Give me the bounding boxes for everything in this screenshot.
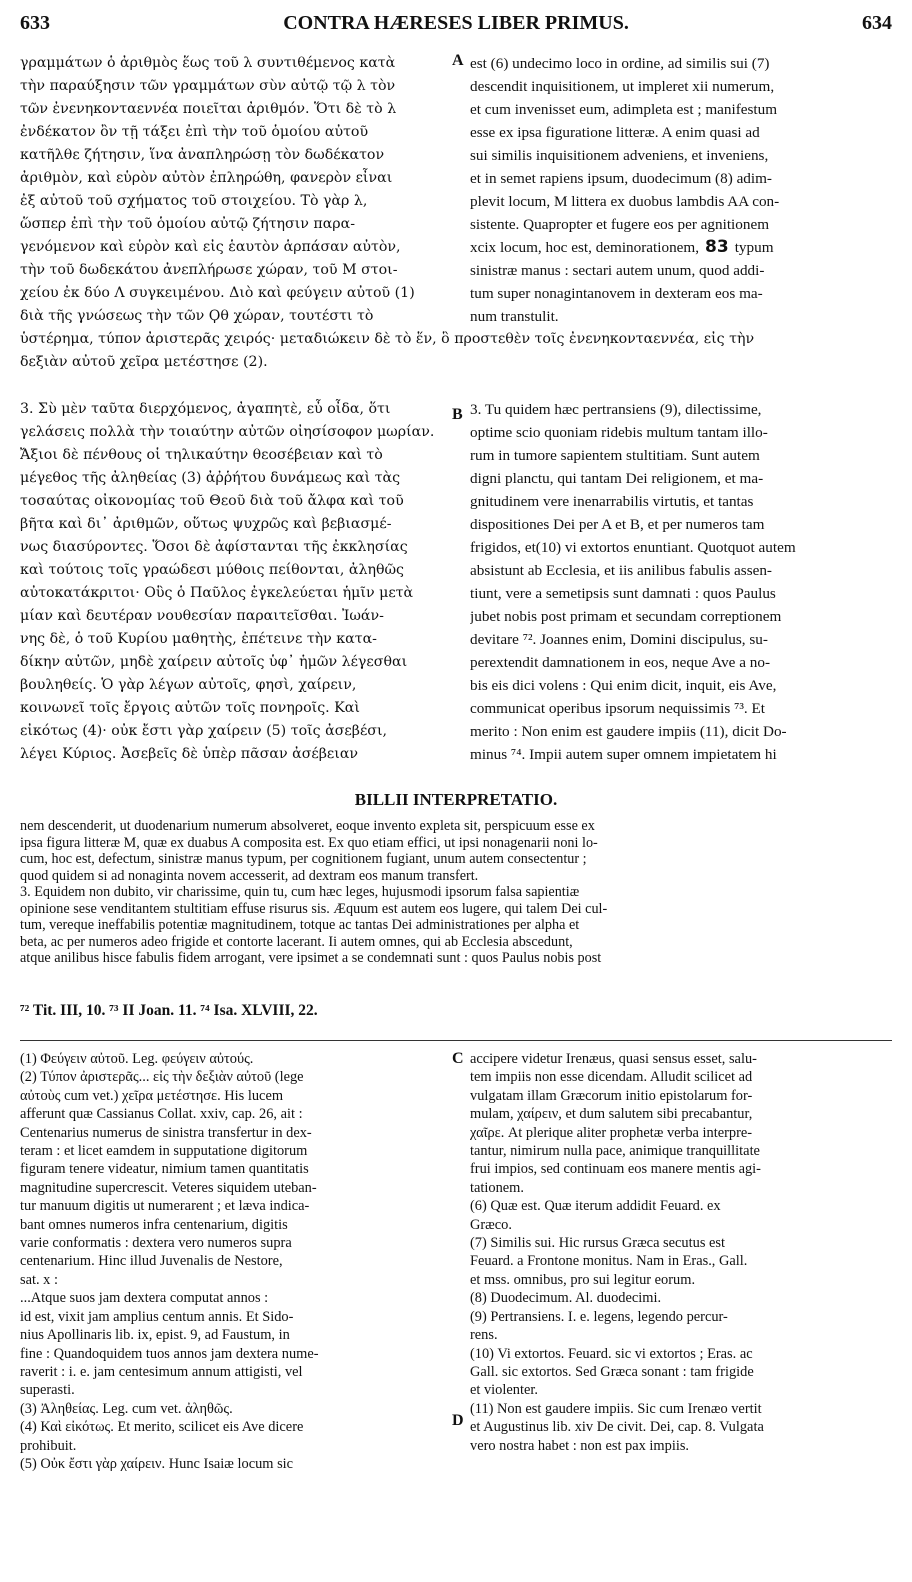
footnote-line: varie conformatis : dextera vero numeros supra bbox=[20, 1235, 292, 1252]
interpretatio-line: quod quidem si ad nonaginta novem accesserit, ad dextram eos manum transfert. bbox=[20, 867, 479, 884]
greek-text-line: τοσαύτας οἰκονομίας τοῦ Θεοῦ διὰ τοῦ ἄλφα καὶ τοῦ bbox=[20, 493, 404, 509]
greek-text-line: καὶ τούτοις τοῖς γραώδεσι μύθοις πείθονται, ἀληθῶς bbox=[20, 562, 405, 578]
footnote-line: χαῖρε. At plerique aliter prophetæ verba interpre- bbox=[470, 1124, 753, 1141]
footnote-line: Centenarius numerus de sinistra transfertur in dex- bbox=[20, 1124, 312, 1141]
latin-text-line: tiunt, vere a semetipsis sunt damnati : quos Paulus bbox=[470, 585, 776, 602]
latin-text-line: absistunt ab Ecclesia, et iis anilibus fabulis assen- bbox=[470, 562, 772, 579]
interpretatio-line: nem descenderit, ut duodenarium numerum absolveret, eoque invento expleta sit, perspicuum esse ex bbox=[20, 818, 595, 834]
latin-stamp-after: typum bbox=[734, 239, 774, 256]
greek-text-line: γενόμενον καὶ εὑρὸν καὶ εἰς ἑαυτὸν ἁρπάσαν αὐτὸν, bbox=[20, 239, 401, 255]
footnote-line: mulam, χαίρειν, et dum salutem sibi precabantur, bbox=[470, 1106, 753, 1123]
interpretatio-line: ipsa figura litteræ M, quæ ex duabus A composita est. Ex quo etiam effici, ut ipsi nonagenarii noni lo- bbox=[20, 834, 598, 851]
greek-text-line: κοινωνεῖ τοῖς ἔργοις αὐτῶν τοῖς πονηροῖς. Καὶ bbox=[20, 700, 360, 716]
greek-text-line: νως διασύροντες. Ὅσοι δὲ ἀφίστανται τῆς ἐκκλησίας bbox=[20, 539, 408, 555]
latin-text-line: communicat operibus ipsorum nequissimis ⁷³. Et bbox=[470, 700, 766, 717]
page-stamp-number: 83 bbox=[705, 237, 729, 257]
footnote-line: et Augustinus lib. xiv De civit. Dei, cap. 8. Vulgata bbox=[470, 1419, 764, 1436]
greek-column-top bbox=[20, 52, 450, 328]
greek-text-line: δεξιὰν αὐτοῦ χεῖρα μετέστησε (2). bbox=[20, 354, 268, 370]
latin-text-line: jubet nobis post primam et secundam correptionem bbox=[470, 608, 782, 625]
footnote-line: nius Apollinaris lib. ix, epist. 9, ad Faustum, in bbox=[20, 1327, 290, 1344]
greek-text-line: αὐτοκατάκριτοι· Οὓς ὁ Παῦλος ἐγκελεύεται ἡμῖν μετὰ bbox=[20, 585, 414, 601]
footnote-line: superasti. bbox=[20, 1382, 75, 1399]
greek-text-line: ἀριθμὸν, καὶ εὑρὸν αὐτὸν ἐπληρώθη, φανερὸν εἶναι bbox=[20, 170, 393, 186]
billii-interpretatio-text bbox=[20, 818, 892, 967]
footnote-line: αὐτοὺς cum vet.) χεῖρα μετέστησε. His lucem bbox=[20, 1087, 284, 1104]
greek-text-line: τῶν ἐνενηκονταεννέα ποιεῖται ἀριθμόν. Ὅτι δὲ τὸ λ bbox=[20, 101, 397, 117]
latin-text-line: num transtulit. bbox=[470, 308, 559, 325]
footnote-line: figuram tenere videatur, nimium tamen quantitatis bbox=[20, 1161, 309, 1178]
footnote-line: (6) Quæ est. Quæ iterum addidit Feuard. ex bbox=[470, 1198, 721, 1215]
latin-text-line: dispositiones Dei per A et B, et per numeros tam bbox=[470, 516, 765, 533]
latin-text-line: minus ⁷⁴. Impii autem super omnem impietatem hi bbox=[470, 746, 777, 763]
footnote-line: bant omnes numeros infra centenarium, digitis bbox=[20, 1216, 288, 1233]
greek-text-line: λέγει Κύριος. Ἀσεβεῖς δὲ ὑπὲρ πᾶσαν ἀσέβειαν bbox=[20, 746, 359, 762]
footnote-line: (8) Duodecimum. Al. duodecimi. bbox=[470, 1290, 662, 1307]
footnote-line: tationem. bbox=[470, 1179, 524, 1196]
footnote-line: centenarium. Hinc illud Juvenalis de Nestore, bbox=[20, 1253, 283, 1270]
interpretatio-line: beta, ac per numeros adeo frigide et contorte lacerant. Ii autem omnes, qui ab Ecclesia abscedunt, bbox=[20, 933, 573, 950]
latin-text-line: frigidos, et(10) vi extortos enuntiant. Quotquot autem bbox=[470, 539, 796, 556]
footnote-line: et mss. omnibus, pro sui legitur eorum. bbox=[470, 1271, 696, 1288]
greek-text-line: γελάσεις πολλὰ τὴν τοιαύτην αὐτῶν οἰησίσοφον μωρίαν. bbox=[20, 424, 435, 440]
latin-text-line: perextendit damnationem in eos, neque Ave a no- bbox=[470, 654, 770, 671]
margin-marker-d: D bbox=[452, 1412, 464, 1429]
latin-text-line: descendit inquisitionem, ut impleret xii numerum, bbox=[470, 78, 775, 95]
footnote-line: id est, vixit jam amplius centum annis. Et Sido- bbox=[20, 1308, 294, 1325]
greek-text-line: βουληθείς. Ὁ γὰρ λέγων αὐτοῖς, φησὶ, χαίρειν, bbox=[20, 677, 357, 693]
footnotes-right bbox=[470, 1050, 892, 1455]
greek-text-line: μίαν καὶ δευτέραν νουθεσίαν παραιτεῖσθαι. Ἰωάν- bbox=[20, 608, 384, 624]
greek-text-line: τὴν τοῦ δωδεκάτου ἀνεπλήρωσε χώραν, τοῦ Μ στοι- bbox=[20, 262, 398, 278]
margin-marker-b: B bbox=[452, 406, 463, 423]
running-title: CONTRA HÆRESES LIBER PRIMUS. bbox=[283, 12, 629, 34]
footnote-line: (4) Καὶ εἰκότως. Et merito, scilicet eis Ave dicere bbox=[20, 1419, 304, 1436]
latin-column-top bbox=[470, 52, 892, 328]
latin-text-line: et cum invenisset eum, adimpleta est ; manifestum bbox=[470, 101, 778, 118]
footnote-line: (5) Οὐκ ἔστι γὰρ χαίρειν. Hunc Isaiæ locum sic bbox=[20, 1455, 294, 1472]
greek-text-line: μέγεθος τῆς ἀληθείας (3) ἀῤῥήτου δυνάμεως καὶ τὰς bbox=[20, 470, 401, 486]
footnote-line: accipere videtur Irenæus, quasi sensus esset, salu- bbox=[470, 1051, 757, 1067]
greek-text-line: δίκην αὐτῶν, μηδὲ χαίρειν αὐτοῖς ὑφ᾽ ἡμῶν λέγεσθαι bbox=[20, 654, 408, 670]
latin-text-line: gnitudinem vere inenarrabilis virtutis, et tantas bbox=[470, 493, 754, 510]
footnote-line: vulgatam illam Græcorum initio epistolarum for- bbox=[470, 1087, 753, 1104]
page-header bbox=[20, 12, 892, 40]
latin-text-line: rum in tumore sapientem stultitiam. Sunt autem bbox=[470, 447, 760, 464]
latin-text-line: plevit locum, M littera ex duobus lambdis AA con- bbox=[470, 193, 780, 210]
greek-text-line: ὑστέρημα, τύπον ἀριστερᾶς χειρός· μεταδιώκειν δὲ τὸ ἕν, ὃ προστεθὲν τοῖς ἐνενηκονταεννέα, εἰς τὴν bbox=[20, 331, 755, 347]
interpretatio-line: 3. Equidem non dubito, vir charissime, quin tu, cum hæc leges, hujusmodi ipsorum falsa sapientiæ bbox=[20, 884, 580, 900]
page-number-left: 633 bbox=[20, 12, 50, 34]
footnote-line: tem impiis non esse dicendam. Alludit scilicet ad bbox=[470, 1069, 753, 1086]
footnote-line: (2) Τύπον ἀριστερᾶς... εἰς τὴν δεξιὰν αὐτοῦ (lege bbox=[20, 1069, 304, 1086]
greek-text-line: νης δὲ, ὁ τοῦ Κυρίου μαθητὴς, ἐπέτεινε τὴν κατα- bbox=[20, 631, 377, 647]
footnote-line: et violenter. bbox=[470, 1382, 538, 1399]
latin-text-line: esse ex ipsa figuratione litteræ. A enim quasi ad bbox=[470, 124, 760, 141]
greek-text-line: ὥσπερ ἐπὶ τὴν τοῦ ὁμοίου αὐτῷ ζήτησιν παρα- bbox=[20, 216, 356, 232]
footnote-line: (7) Similis sui. Hic rursus Græca secutus est bbox=[470, 1235, 726, 1252]
footnote-line: (10) Vi extortos. Feuard. sic vi extortos ; Eras. ac bbox=[470, 1345, 753, 1362]
interpretatio-line: atque anilibus hisce fabulis fidem arrogant, vere ipsimet a se condemnati sunt : quos Paulus nobis post bbox=[20, 950, 602, 966]
footnote-line: magnitudine supercrescit. Veteres siquidem uteban- bbox=[20, 1179, 317, 1196]
interpretatio-line: cum, hoc est, defectum, sinistræ manus typum, per cognitionem fugiant, unum autem consectentur ; bbox=[20, 851, 587, 867]
footnote-line: frui impios, sed continuam eos manere mentis agi- bbox=[470, 1161, 761, 1178]
footnote-line: (3) Ἀληθείας. Leg. cum vet. ἀληθῶς. bbox=[20, 1400, 233, 1417]
greek-text-line: εἰκότως (4)· οὐκ ἔστι γὰρ χαίρειν (5) τοῖς ἀσεβέσι, bbox=[20, 723, 388, 739]
footnote-line: tantur, nimirum nulla pace, animique tranquillitate bbox=[470, 1143, 760, 1160]
footnote-line: Feuard. a Frontone monitus. Nam in Eras., Gall. bbox=[470, 1253, 748, 1270]
greek-text-line: 3. Σὺ μὲν ταῦτα διερχόμενος, ἀγαπητὲ, εὖ οἶδα, ὅτι bbox=[20, 401, 391, 417]
footnote-line: prohibuit. bbox=[20, 1437, 77, 1454]
latin-text-line: sinistræ manus : sectari autem unum, quod addi- bbox=[470, 262, 765, 279]
footnote-line: raverit : i. e. jam centesimum annum attigisti, vel bbox=[20, 1363, 303, 1380]
greek-text-line: ἐνδέκατον ὂν τῇ τάξει ἐπὶ τὴν τοῦ ὁμοίου αὐτοῦ bbox=[20, 124, 369, 140]
footnote-line: vero nostra habet : non est pax impiis. bbox=[470, 1437, 690, 1454]
latin-text-line: bis eis dici volens : Qui enim dicit, inquit, eis Ave, bbox=[470, 677, 777, 694]
greek-text-line: χείου ἐκ δύο Λ συγκειμένου. Διὸ καὶ φεύγειν αὐτοῦ (1) bbox=[20, 285, 415, 301]
latin-text-line: devitare ⁷². Joannes enim, Domini discipulus, su- bbox=[470, 631, 768, 648]
footnote-line: Gall. sic extortos. Sed Græca sonant : tam frigide bbox=[470, 1363, 754, 1380]
latin-text-line: sui similis inquisitionem adveniens, et inveniens, bbox=[470, 147, 769, 164]
latin-text-line: tum super nonagintanovem in dexteram eos ma- bbox=[470, 285, 763, 302]
scripture-references: ⁷² Tit. III, 10. ⁷³ II Joan. 11. ⁷⁴ Isa. XLVIII, 22. bbox=[20, 1002, 318, 1019]
footnote-line: (9) Pertransiens. I. e. legens, legendo percur- bbox=[470, 1308, 728, 1325]
latin-text-line: 3. Tu quidem hæc pertransiens (9), dilectissime, bbox=[470, 401, 762, 418]
greek-text-line: γραμμάτων ὁ ἀριθμὸς ἕως τοῦ λ συντιθέμενος κατὰ bbox=[20, 55, 396, 71]
footnote-line: tur manuum digitis ut numerarent ; et læva indica- bbox=[20, 1198, 310, 1215]
margin-marker-a: A bbox=[452, 52, 464, 69]
greek-text-line: τὴν παραύξησιν τῶν γραμμάτων σὺν αὐτῷ τῷ λ τὸν bbox=[20, 78, 396, 94]
latin-text-line: digni planctu, qui tantam Dei religionem, et ma- bbox=[470, 470, 764, 487]
margin-marker-c: C bbox=[452, 1050, 464, 1067]
latin-text-line: merito : Non enim est gaudere impiis (11), dicit Do- bbox=[470, 723, 787, 740]
latin-text-line: et in semet rapiens ipsum, duodecimum (8) adim- bbox=[470, 170, 772, 187]
greek-text-line: Ἄξιοι δὲ πένθους οἱ τηλικαύτην θεοσέβειαν καὶ τὸ bbox=[20, 447, 383, 463]
greek-text-line: βῆτα καὶ δι᾽ ἀριθμῶν, οὕτως ψυχρῶς καὶ βεβιασμέ- bbox=[20, 516, 392, 532]
greek-column-middle bbox=[20, 398, 450, 766]
footnote-line: (11) Non est gaudere impiis. Sic cum Irenæo vertit bbox=[470, 1400, 762, 1417]
greek-text-line: ἐξ αὐτοῦ τοῦ σχήματος τοῦ στοιχείου. Τὸ γὰρ λ, bbox=[20, 193, 368, 209]
footnote-divider bbox=[20, 1040, 892, 1041]
footnote-line: fine : Quandoquidem tuos annos jam dextera nume- bbox=[20, 1345, 319, 1362]
footnote-line: teram : et licet eamdem in supputatione digitorum bbox=[20, 1143, 308, 1160]
section-title: BILLII INTERPRETATIO. bbox=[354, 790, 558, 809]
greek-fullwidth bbox=[20, 328, 892, 374]
greek-text-line: κατῆλθε ζήτησιν, ἵνα ἀναπληρώσῃ τὸν δωδέκατον bbox=[20, 147, 385, 163]
interpretatio-line: tum, vereque ineffabilis potentiæ magnitudinem, totque ac tantas Dei administrationes per alpha et bbox=[20, 917, 580, 933]
page-number-right: 634 bbox=[862, 12, 892, 34]
footnote-line: rens. bbox=[470, 1327, 498, 1344]
latin-column-middle bbox=[470, 398, 892, 766]
footnote-line: ...Atque suos jam dextera computat annos : bbox=[20, 1290, 269, 1307]
latin-text-line: est (6) undecimo loco in ordine, ad similis sui (7) bbox=[470, 55, 770, 72]
footnote-line: afferunt quæ Cassianus Collat. xxiv, cap. 26, ait : bbox=[20, 1106, 303, 1123]
footnote-line: sat. x : bbox=[20, 1271, 58, 1288]
latin-text-line: optime scio quoniam ridebis multum tantam illo- bbox=[470, 424, 768, 441]
latin-text-line: xcix locum, hoc est, deminorationem, 83 typum bbox=[470, 237, 774, 257]
footnotes-left bbox=[20, 1050, 450, 1473]
interpretatio-line: opinione sese venditantem stultitiam effuse risurus sis. Æquum est autem eos lugere, qui talem Dei cul- bbox=[20, 900, 608, 917]
footnote-line: Græco. bbox=[470, 1216, 512, 1233]
latin-text-line: sistente. Quapropter et fugere eos per agnitionem bbox=[470, 216, 770, 233]
footnote-line: (1) Φεύγειν αὐτοῦ. Leg. φεύγειν αὐτούς. bbox=[20, 1051, 254, 1067]
greek-text-line: διὰ τῆς γνώσεως τὴν τῶν Ϙθ χώραν, τουτέστι τὸ bbox=[20, 308, 374, 324]
